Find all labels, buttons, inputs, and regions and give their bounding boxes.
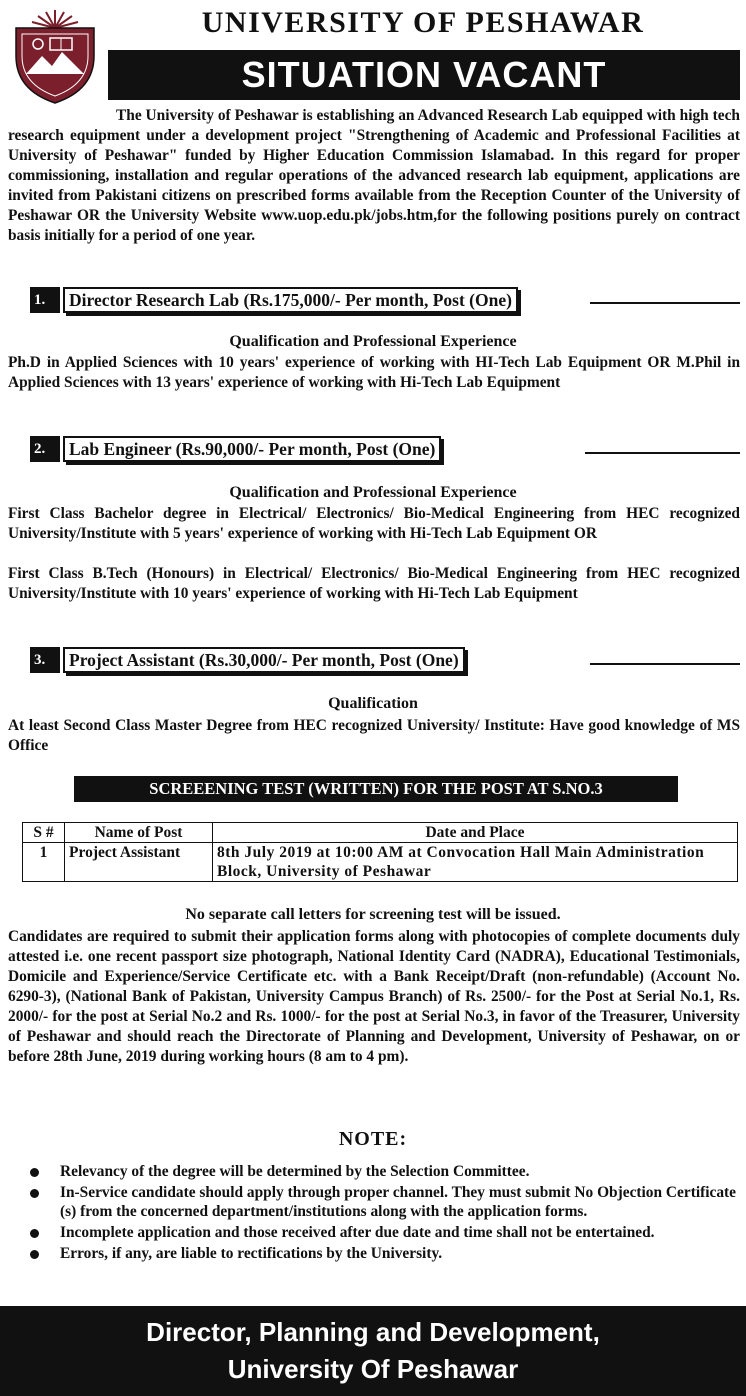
position-2-requirements-alt: First Class B.Tech (Honours) in Electrical/ Electronics/ Bio-Medical Engineering from HEC recognized University/Institute with 10 years' experience of working with Hi-Tech Lab Equipment <box>8 565 740 602</box>
candidates-instructions: Candidates are required to submit their application forms along with photocopies of complete documents duly attested i.e. one recent passport size photograph, National Identity Card (NADRA), Educational Testimonials, Domicile and Experience/Service Certificate etc. with a Bank Receipt/Draft (non-refundable) (Account No. 6290-3), (National Bank of Pakistan, University Campus Branch) of Rs. 2500/- for the Post at Serial No.1, Rs. 2000/- for the post at Serial No.2 and Rs. 1000/- for the post at Serial No.3, in favor of the Treasurer, University of Peshawar and should reach the Directorate of Planning and Development, University of Peshawar, on or before 28th June, 2019 during working hours (8 am to 4 pm). <box>8 928 740 1065</box>
list-item <box>30 1183 736 1221</box>
position-1-header <box>30 287 518 313</box>
position-3-requirements: At least Second Class Master Degree from HEC recognized University/ Institute: Have good knowledge of MS Office <box>8 717 740 754</box>
position-2-header <box>30 436 441 462</box>
column-header: Name of Post <box>65 823 213 843</box>
column-header: Date and Place <box>213 823 738 843</box>
note-text: In-Service candidate should apply through proper channel. They must submit No Objection Certificate (s) from the concerned department/institutions along with the application forms. <box>60 1184 736 1220</box>
university-crest-logo <box>10 6 100 106</box>
note-text: Relevancy of the degree will be determined by the Selection Committee. <box>60 1163 530 1180</box>
divider-line <box>585 452 740 454</box>
position-2-requirements: First Class Bachelor degree in Electrical/ Electronics/ Bio-Medical Engineering from HEC recognized University/Institute with 5 years' experience of working with Hi-Tech Lab Equipment OR <box>8 505 740 542</box>
position-number: 2. <box>30 436 60 462</box>
position-1-requirements: Ph.D in Applied Sciences with 10 years' experience of working with HI-Tech Lab Equipment OR M.Phil in Applied Sciences with 13 years' experience of working with Hi-Tech Lab Equipment <box>8 354 740 391</box>
position-title: Director Research Lab (Rs.175,000/- Per month, Post (One) <box>63 287 518 313</box>
qualification-heading: Qualification and Professional Experience <box>229 484 517 501</box>
no-call-letters-notice: No separate call letters for screening test will be issued. <box>185 906 561 923</box>
bullet-icon <box>30 1168 39 1177</box>
note-text: Errors, if any, are liable to rectifications by the University. <box>60 1245 443 1262</box>
footer-signature-block <box>0 1306 746 1396</box>
divider-line <box>590 302 740 304</box>
table-cell: 8th July 2019 at 10:00 AM at Convocation Hall Main Administration Block, University of Peshawar <box>213 843 738 882</box>
bullet-icon <box>30 1229 39 1238</box>
table-cell: 1 <box>23 843 65 882</box>
note-list <box>30 1162 736 1265</box>
university-title: UNIVERSITY OF PESHAWAR <box>201 6 645 39</box>
position-number: 3. <box>30 647 60 673</box>
screening-schedule-table <box>22 822 738 882</box>
bullet-icon <box>30 1250 39 1259</box>
note-heading: NOTE: <box>338 1128 408 1150</box>
position-title: Project Assistant (Rs.30,000/- Per month, Post (One) <box>63 647 465 673</box>
note-text: Incomplete application and those received after due date and time shall not be entertained. <box>60 1224 655 1241</box>
footer-line-2: University Of Peshawar <box>227 1354 519 1384</box>
column-header: S # <box>23 823 65 843</box>
intro-paragraph: The University of Peshawar is establishing an Advanced Research Lab equipped with high tech research equipment under a development project "Strengthening of Academic and Professional Facilities at University of Peshawar" funded by Higher Education Commission Islamabad. In this regard for proper commissioning, installation and regular operations of the advanced research lab equipment, applications are invited from Pakistani citizens on prescribed forms available from the Reception Counter of the University of Peshawar OR the University Website www.uop.edu.pk/jobs.htm,for the following positions purely on contract basis initially for a period of one year. <box>8 107 740 244</box>
table-header-row <box>23 823 738 843</box>
footer-line-1: Director, Planning and Development, <box>146 1317 600 1347</box>
list-item <box>30 1244 736 1263</box>
situation-vacant-banner: SITUATION VACANT <box>108 50 740 100</box>
screening-test-banner: SCREEENING TEST (WRITTEN) FOR THE POST AT S.NO.3 <box>74 776 678 802</box>
qualification-heading: Qualification and Professional Experience <box>229 333 517 350</box>
divider-line <box>590 663 740 665</box>
list-item <box>30 1223 736 1242</box>
position-3-header <box>30 647 465 673</box>
qualification-heading: Qualification <box>328 695 418 712</box>
table-cell: Project Assistant <box>65 843 213 882</box>
table-row <box>23 843 738 882</box>
bullet-icon <box>30 1189 39 1198</box>
position-title: Lab Engineer (Rs.90,000/- Per month, Post (One) <box>63 436 441 462</box>
position-number: 1. <box>30 287 60 313</box>
list-item <box>30 1162 736 1181</box>
